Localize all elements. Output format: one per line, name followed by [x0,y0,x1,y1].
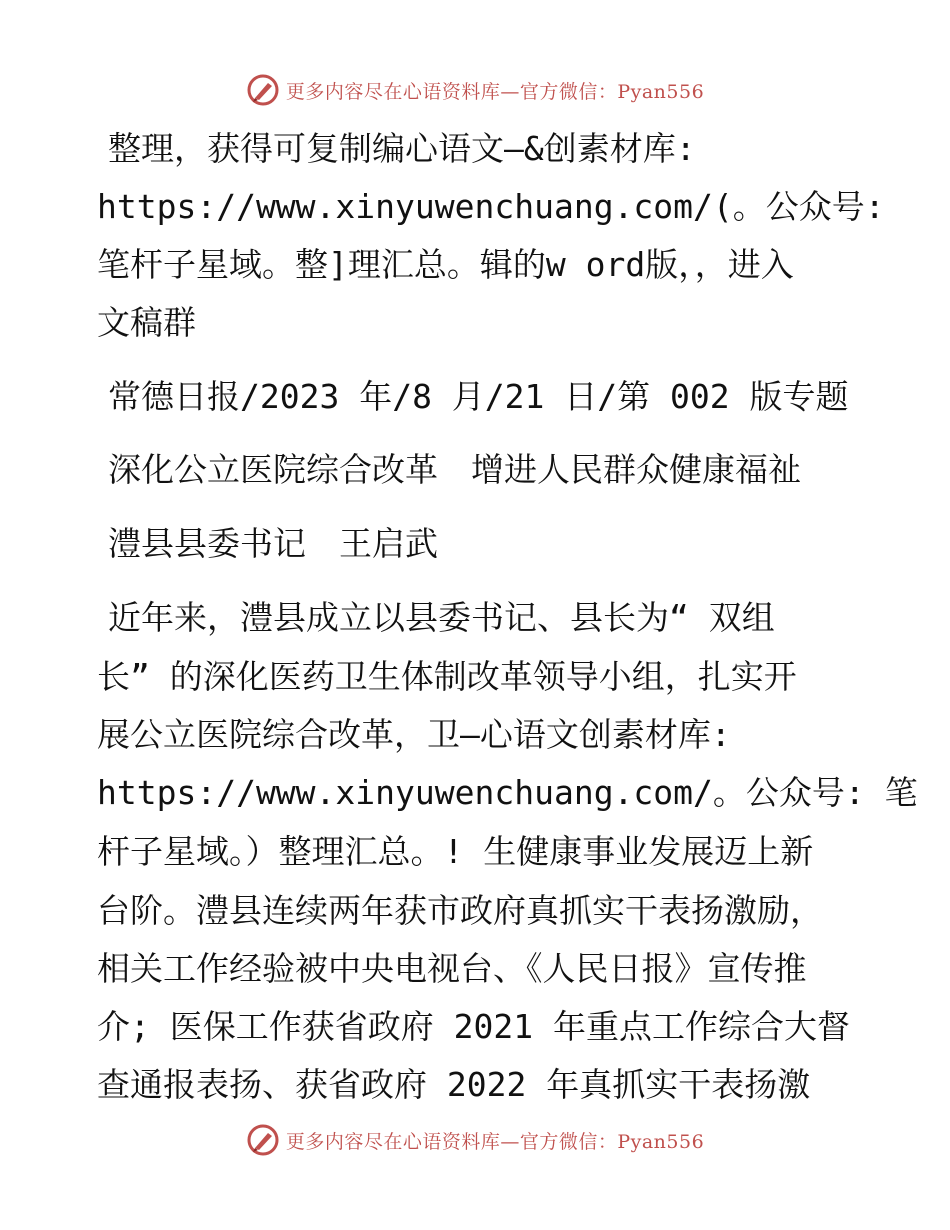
pen-logo-icon [246,1123,280,1157]
intro-line-1: 整理，获得可复制编心语文—&创素材库: [108,129,696,168]
header-watermark [0,70,950,110]
pen-logo-icon [246,73,280,107]
body-line-4: https://www.xinyuwenchuang.com/。公众号: 笔 [97,773,918,812]
body-line-6: 台阶。澧县连续两年获市政府真抓实干表扬激励， [97,891,823,930]
article-author: 澧县县委书记 王启武 [108,524,438,563]
header-watermark-text: 更多内容尽在心语资料库—官方微信：Pyan556 [285,80,705,103]
intro-line-2: https://www.xinyuwenchuang.com/(。公众号: [97,187,885,226]
body-line-3: 展公立医院综合改革，卫—心语文创素材库: [97,715,731,754]
intro-line-4: 文稿群 [97,303,196,342]
body-line-2: 长” 的深化医药卫生体制改革领导小组，扎实开 [97,657,797,696]
footer-watermark [0,1120,950,1160]
body-line-1: 近年来，澧县成立以县委书记、县长为“ 双组 [108,598,775,637]
article-title: 深化公立医院综合改革 增进人民群众健康福祉 [108,450,801,489]
source-line: 常德日报/2023 年/8 月/21 日/第 002 版专题 [108,377,849,416]
intro-line-3: 笔杆子星域。整]理汇总。辑的w ord版，，进入 [97,245,794,284]
body-line-5: 杆子星域。）整理汇总。! 生健康事业发展迈上新 [97,832,814,871]
footer-watermark-text: 更多内容尽在心语资料库—官方微信：Pyan556 [285,1130,705,1153]
body-line-9: 查通报表扬、获省政府 2022 年真抓实干表扬激 [97,1065,811,1104]
body-line-7: 相关工作经验被中央电视台、《人民日报》宣传推 [97,949,807,988]
body-line-8: 介; 医保工作获省政府 2021 年重点工作综合大督 [97,1007,850,1046]
